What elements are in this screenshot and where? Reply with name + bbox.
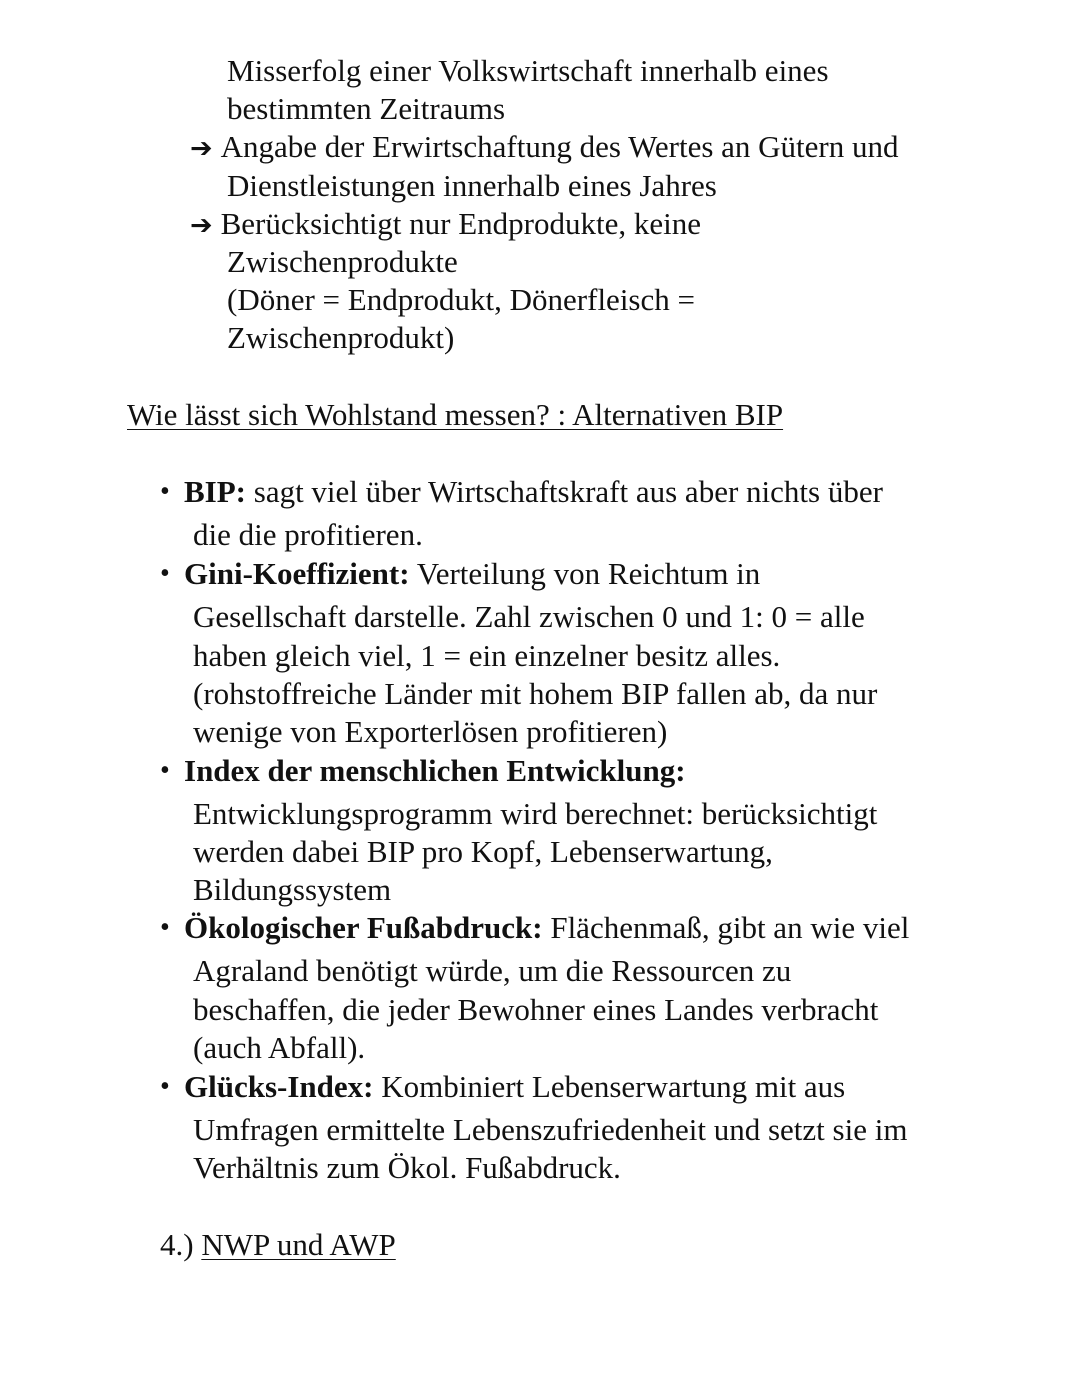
bullet-icon: •: [160, 558, 170, 589]
arrow-item-text: Angabe der Erwirtschaftung des Wertes an Gütern und: [220, 129, 899, 164]
item-text: Flächenmaß, gibt an wie viel: [550, 910, 910, 945]
arrow-item: [190, 128, 898, 168]
list-item: [184, 752, 686, 790]
item-term: Ökologischer Fußabdruck:: [184, 910, 543, 945]
item-line: (rohstoffreiche Länder mit hohem BIP fallen ab, da nur: [193, 676, 878, 711]
section-title: NWP und AWP: [201, 1227, 396, 1262]
bullet-icon: •: [160, 755, 170, 786]
item-term: Index der menschlichen Entwicklung:: [184, 753, 686, 788]
intro-line: Misserfolg einer Volkswirtschaft innerhalb eines: [227, 53, 829, 88]
item-line: Verhältnis zum Ökol. Fußabdruck.: [193, 1150, 621, 1185]
item-text: Kombiniert Lebenserwartung mit aus: [381, 1069, 846, 1104]
intro-line: bestimmten Zeitraums: [227, 91, 506, 126]
arrow-item-line: Dienstleistungen innerhalb eines Jahres: [227, 168, 717, 203]
item-term: BIP:: [184, 474, 246, 509]
arrow-item-text: Berücksichtigt nur Endprodukte, keine: [220, 206, 702, 241]
arrow-right-icon: ➔: [190, 133, 213, 164]
bullet-icon: •: [160, 476, 170, 507]
item-line: wenige von Exporterlösen profitieren): [193, 714, 668, 749]
arrow-item: [190, 205, 701, 245]
item-line: Umfragen ermittelte Lebenszufriedenheit und setzt sie im: [193, 1112, 908, 1147]
bullet-icon: •: [160, 1071, 170, 1102]
arrow-item-line: Zwischenprodukte: [227, 244, 458, 279]
item-line: Entwicklungsprogramm wird berechnet: berücksichtigt: [193, 796, 878, 831]
item-line: werden dabei BIP pro Kopf, Lebenserwartung,: [193, 834, 773, 869]
list-item: [184, 1068, 845, 1106]
item-line: beschaffen, die jeder Bewohner eines Landes verbracht: [193, 992, 879, 1027]
item-term: Glücks-Index:: [184, 1069, 374, 1104]
item-line: Bildungssystem: [193, 872, 392, 907]
arrow-item-line: (Döner = Endprodukt, Dönerfleisch =: [227, 282, 695, 317]
item-line: Gesellschaft darstelle. Zahl zwischen 0 und 1: 0 = alle: [193, 599, 865, 634]
item-line: Agraland benötigt würde, um die Ressourcen zu: [193, 953, 792, 988]
item-line: (auch Abfall).: [193, 1030, 366, 1065]
list-item: [184, 555, 760, 593]
arrow-right-icon: ➔: [190, 210, 213, 241]
item-term: Gini-Koeffizient:: [184, 556, 410, 591]
section-heading: Wie lässt sich Wohlstand messen? : Alternativen BIP: [127, 397, 784, 432]
item-text: Verteilung von Reichtum in: [416, 556, 761, 591]
list-item: [184, 909, 909, 947]
item-text: sagt viel über Wirtschaftskraft aus aber nichts über: [253, 474, 883, 509]
item-line: die die profitieren.: [193, 517, 423, 552]
next-section-heading: [160, 1226, 396, 1264]
section-number: 4.): [160, 1227, 194, 1262]
list-item: [184, 473, 883, 511]
arrow-item-line: Zwischenprodukt): [227, 320, 455, 355]
item-line: haben gleich viel, 1 = ein einzelner besitz alles.: [193, 638, 781, 673]
bullet-icon: •: [160, 912, 170, 943]
